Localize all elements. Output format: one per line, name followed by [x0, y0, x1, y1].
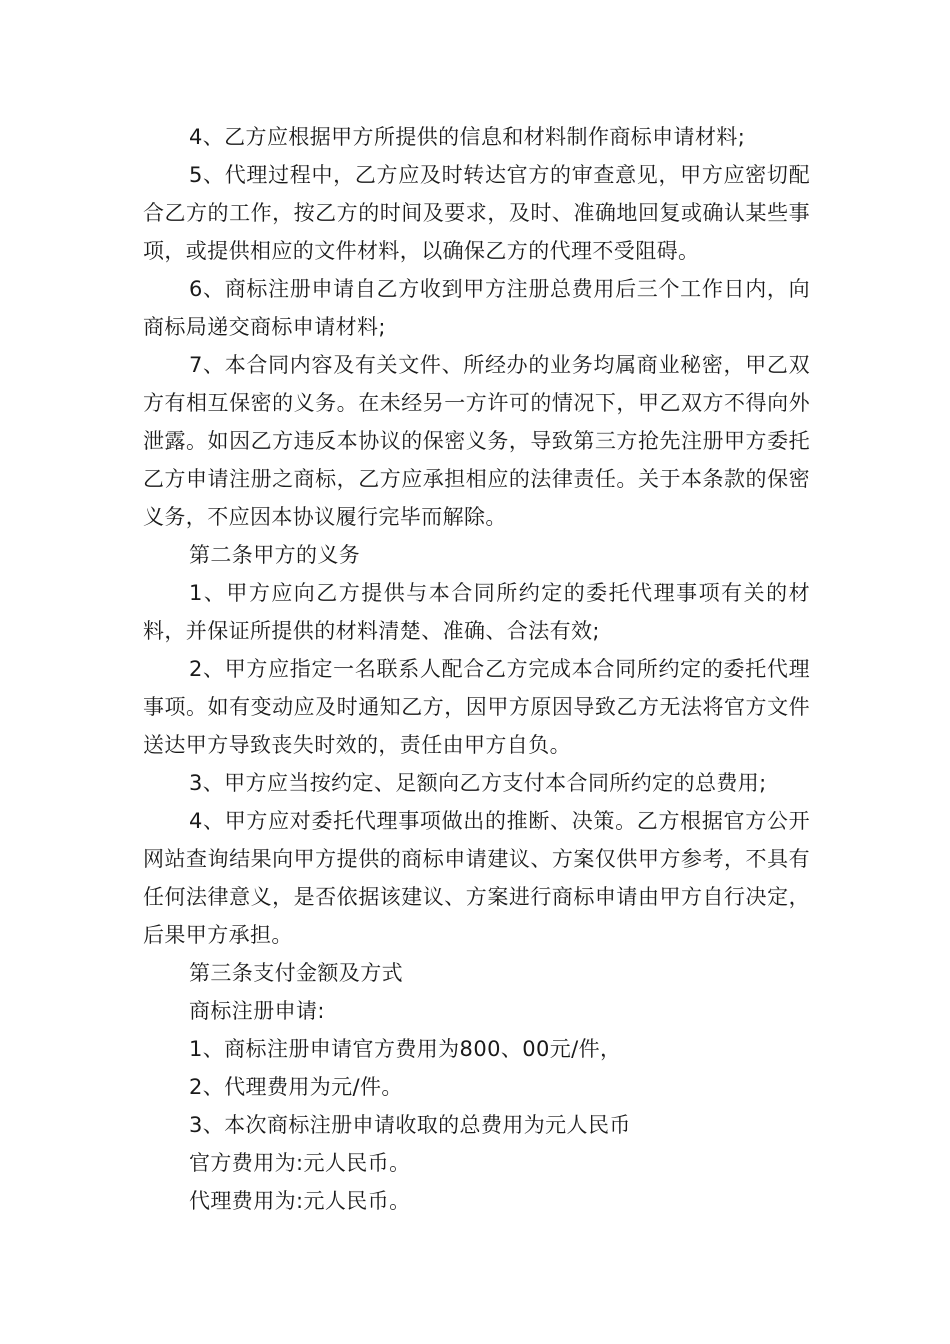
paragraph-fee-official: 1、商标注册申请官方费用为800、00元/件，	[189, 1037, 622, 1061]
section-heading-article-3: 第三条支付金额及方式	[189, 961, 403, 985]
document-body	[143, 118, 810, 1220]
paragraph-clause-5-cooperation: 5、代理过程中，乙方应及时转达官方的审查意见，甲方应密切配合乙方的工作，按乙方的时间及要求，及时、准确地回复或确认某些事项，或提供相应的文件材料，以确保乙方的代理不受阻碍。	[143, 163, 810, 263]
paragraph-fee-agency: 2、代理费用为元/件。	[189, 1075, 403, 1099]
paragraph-clause-6-submission: 6、商标注册申请自乙方收到甲方注册总费用后三个工作日内，向商标局递交商标申请材料;	[143, 277, 810, 339]
paragraph-party-a-duty-3: 3、甲方应当按约定、足额向乙方支付本合同所约定的总费用;	[189, 771, 767, 795]
paragraph-agency-fee-amount: 代理费用为:元人民币。	[189, 1189, 411, 1213]
paragraph-subheading-registration: 商标注册申请:	[189, 999, 325, 1023]
paragraph-party-a-duty-1: 1、甲方应向乙方提供与本合同所约定的委托代理事项有关的材料，并保证所提供的材料清楚、准确、合法有效;	[143, 581, 810, 643]
paragraph-fee-total: 3、本次商标注册申请收取的总费用为元人民币	[189, 1113, 631, 1137]
paragraph-official-fee-amount: 官方费用为:元人民币。	[189, 1151, 411, 1175]
paragraph-party-a-duty-4: 4、甲方应对委托代理事项做出的推断、决策。乙方根据官方公开网站查询结果向甲方提供的商标申请建议、方案仅供甲方参考，不具有任何法律意义，是否依据该建议、方案进行商标申请由甲方自行决定，后果甲方承担。	[143, 809, 810, 947]
paragraph-clause-4-materials: 4、乙方应根据甲方所提供的信息和材料制作商标申请材料;	[189, 125, 746, 149]
section-heading-article-2: 第二条甲方的义务	[189, 543, 361, 567]
paragraph-clause-7-confidentiality: 7、本合同内容及有关文件、所经办的业务均属商业秘密，甲乙双方有相互保密的义务。在未经另一方许可的情况下，甲乙双方不得向外泄露。如因乙方违反本协议的保密义务，导致第三方抢先注册甲方委托乙方申请注册之商标，乙方应承担相应的法律责任。关于本条款的保密义务，不应因本协议履行完毕而解除。	[143, 353, 810, 529]
paragraph-party-a-duty-2: 2、甲方应指定一名联系人配合乙方完成本合同所约定的委托代理事项。如有变动应及时通知乙方，因甲方原因导致乙方无法将官方文件送达甲方导致丧失时效的，责任由甲方自负。	[143, 657, 810, 757]
